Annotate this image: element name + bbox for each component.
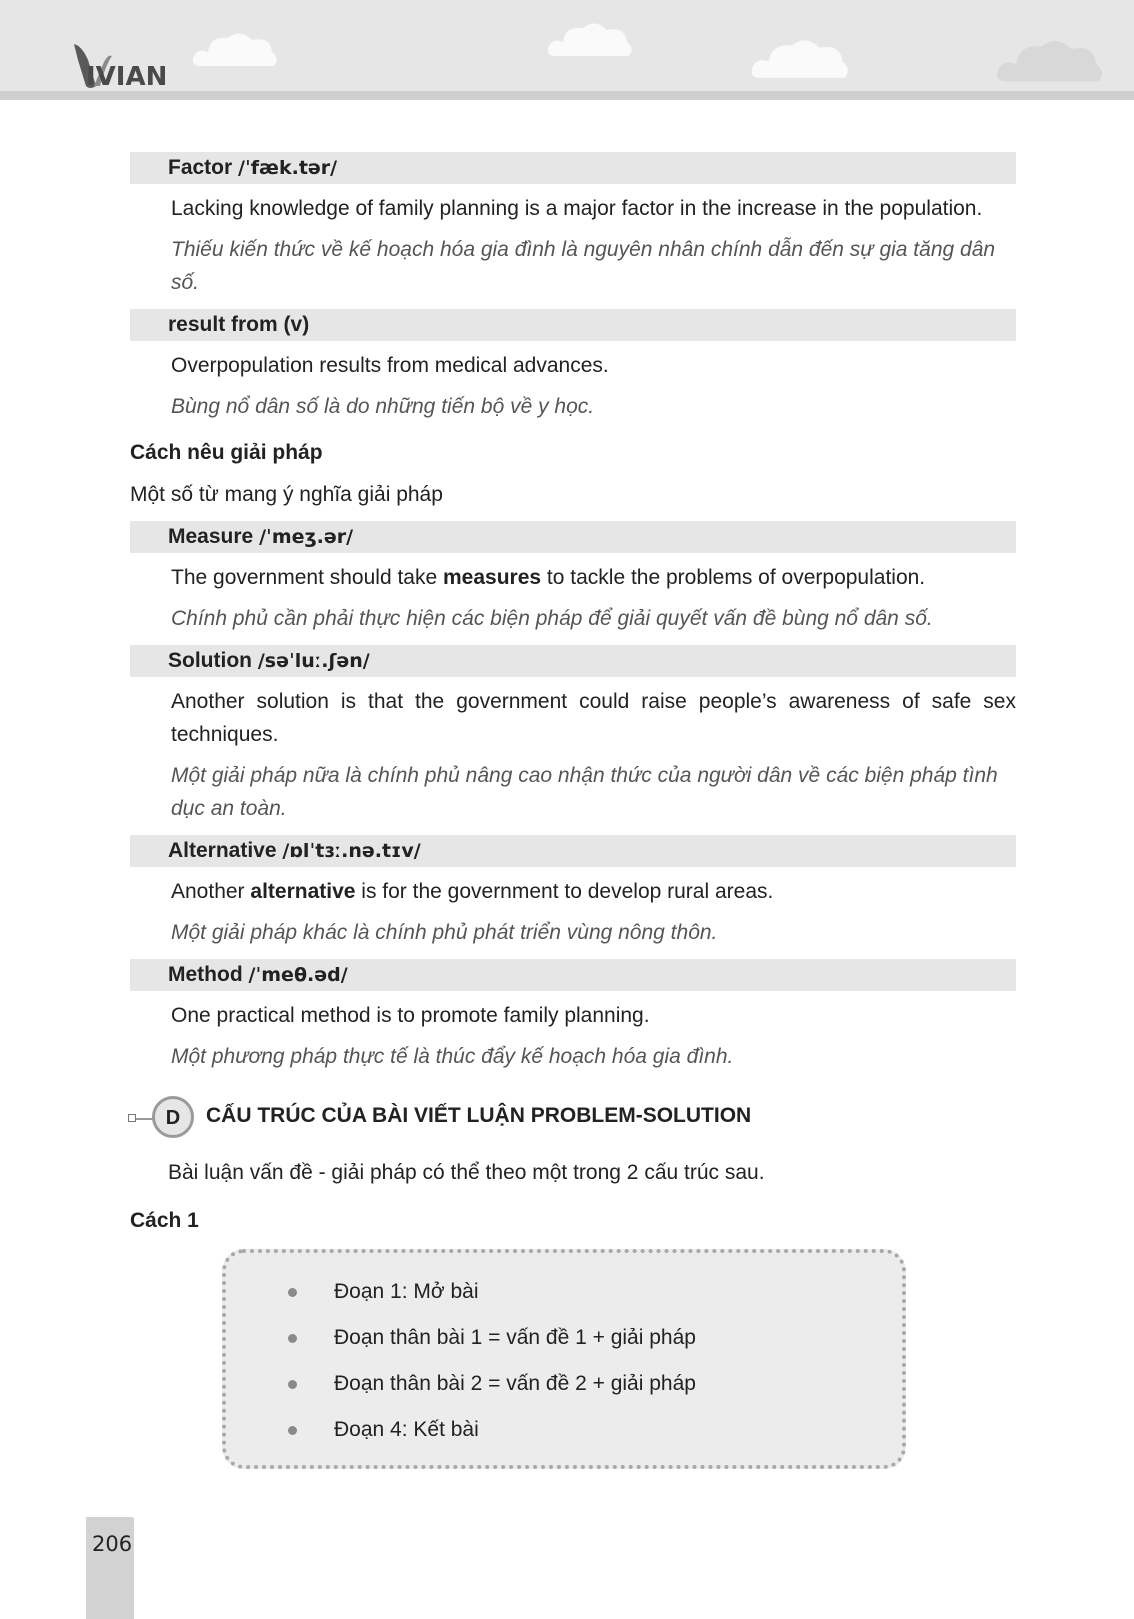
vocab-example: Another alternative is for the government to develop rural areas. bbox=[171, 880, 774, 903]
bullet-icon bbox=[288, 1426, 297, 1435]
bullet-icon bbox=[288, 1380, 297, 1389]
vocab-translation: Chính phủ cần phải thực hiện các biện pháp để giải quyết vấn đề bùng nổ dân số. bbox=[171, 607, 933, 630]
vocab-item-factor bbox=[130, 152, 1016, 299]
vocab-term: result from (v) bbox=[130, 309, 1016, 341]
vocab-item-method bbox=[130, 959, 1016, 1073]
vocab-translation: Một giải pháp nữa là chính phủ nâng cao nhận thức của người dân về các biện pháp tình dục an toàn. bbox=[171, 764, 998, 820]
vocab-example: The government should take measures to tackle the problems of overpopulation. bbox=[171, 566, 926, 589]
bullet-icon bbox=[288, 1334, 297, 1343]
vocab-item-result-from bbox=[130, 309, 1016, 423]
vocab-term: Measure /ˈmeʒ.ər/ bbox=[130, 521, 1016, 553]
option-heading: Cách 1 bbox=[130, 1209, 199, 1232]
structure-box bbox=[222, 1249, 906, 1469]
vocab-translation: Một giải pháp khác là chính phủ phát triển vùng nông thôn. bbox=[171, 921, 718, 944]
cloud-decoration bbox=[985, 34, 1115, 84]
list-item: Đoạn thân bài 1 = vấn đề 1 + giải pháp bbox=[282, 1315, 902, 1361]
vocab-term: Solution /səˈluː.ʃən/ bbox=[130, 645, 1016, 677]
page-header bbox=[0, 0, 1134, 100]
bullet-icon bbox=[288, 1288, 297, 1297]
section-title: CẤU TRÚC CỦA BÀI VIẾT LUẬN PROBLEM-SOLUTION bbox=[206, 1104, 752, 1127]
vocab-example: Overpopulation results from medical advances. bbox=[171, 354, 609, 377]
cloud-decoration bbox=[190, 28, 280, 68]
vocab-translation: Thiếu kiến thức về kế hoạch hóa gia đình là nguyên nhân chính dẫn đến sự gia tăng dân số. bbox=[171, 238, 996, 294]
list-item: Đoạn thân bài 2 = vấn đề 2 + giải pháp bbox=[282, 1361, 902, 1407]
list-item: Đoạn 4: Kết bài bbox=[282, 1407, 902, 1453]
vocab-term: Alternative /ɒlˈtɜː.nə.tɪv/ bbox=[130, 835, 1016, 867]
vocab-example: Lacking knowledge of family planning is a major factor in the increase in the population. bbox=[171, 197, 983, 220]
section-intro: Bài luận vấn đề - giải pháp có thể theo một trong 2 cấu trúc sau. bbox=[168, 1161, 765, 1184]
solution-heading: Cách nêu giải pháp bbox=[130, 441, 323, 464]
vocab-translation: Một phương pháp thực tế là thúc đẩy kế hoạch hóa gia đình. bbox=[171, 1045, 734, 1068]
vocab-item-measure bbox=[130, 521, 1016, 635]
cloud-decoration bbox=[745, 34, 855, 80]
vocab-term: Method /ˈmeθ.əd/ bbox=[130, 959, 1016, 991]
vocab-example: One practical method is to promote family planning. bbox=[171, 1004, 650, 1027]
page-content bbox=[130, 152, 1016, 1469]
vocab-translation: Bùng nổ dân số là do những tiến bộ về y học. bbox=[171, 395, 595, 418]
section-d-header bbox=[130, 1095, 1016, 1143]
section-letter-badge: D bbox=[152, 1096, 194, 1138]
structure-list bbox=[282, 1269, 902, 1453]
connector-dot bbox=[128, 1114, 136, 1122]
logo-text: IVIAN bbox=[86, 62, 168, 92]
vocab-item-alternative bbox=[130, 835, 1016, 949]
list-item: Đoạn 1: Mở bài bbox=[282, 1269, 902, 1315]
solution-subheading: Một số từ mang ý nghĩa giải pháp bbox=[130, 483, 443, 506]
vocab-example: Another solution is that the government could raise people’s awareness of safe sex techniques. bbox=[171, 690, 1016, 746]
vocab-item-solution bbox=[130, 645, 1016, 825]
page-number: 206 bbox=[92, 1532, 133, 1556]
cloud-decoration bbox=[545, 18, 635, 58]
vocab-term: Factor /ˈfæk.tər/ bbox=[130, 152, 1016, 184]
